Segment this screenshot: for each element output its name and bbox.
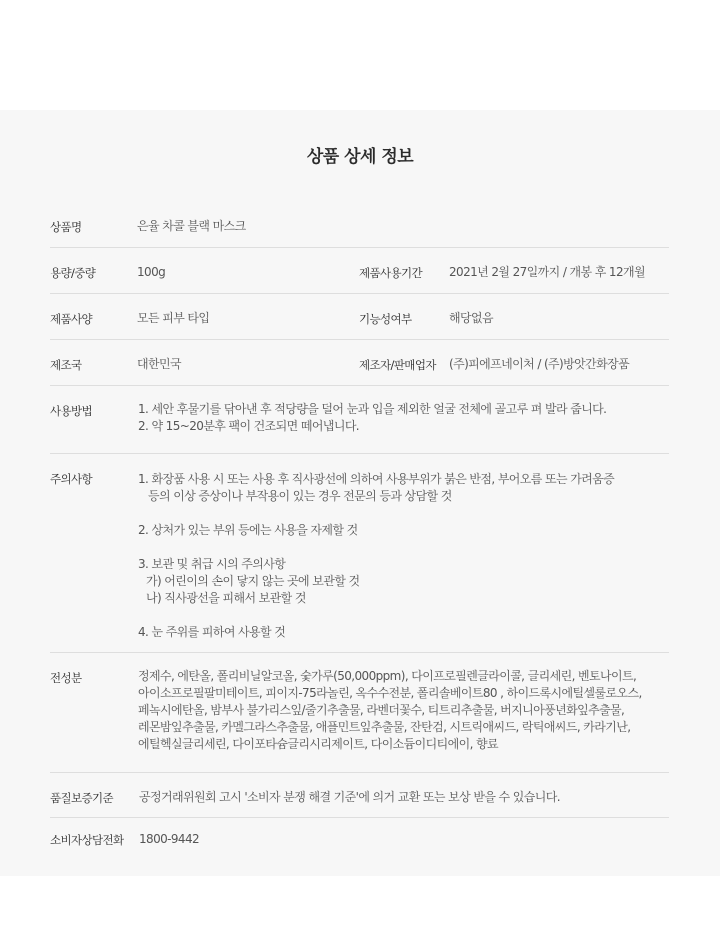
label-origin: 제조국 [50, 358, 82, 372]
usage-line: 2. 약 15~20분후 팩이 건조되면 떼어냅니다. [138, 419, 360, 433]
row-quality [50, 773, 669, 818]
caution-line: 4. 눈 주위를 피하여 사용할 것 [138, 625, 286, 639]
value-quality: 공정거래위원회 고시 '소비자 분쟁 해결 기준'에 의거 교환 또는 보상 받을 수 있습니다. [139, 790, 560, 804]
label-quality: 품질보증기준 [50, 791, 114, 805]
value-functional: 해당없음 [449, 311, 493, 325]
row-usage [50, 386, 669, 454]
value-manufacturer: (주)피에프네이처 / (주)방앗간화장품 [449, 357, 630, 371]
caution-line: 1. 화장품 사용 시 또는 사용 후 직사광선에 의하여 사용부위가 붉은 반점, 부어오름 또는 가려움증 [138, 472, 615, 486]
row-origin [50, 340, 669, 386]
label-phone: 소비자상담전화 [50, 833, 124, 847]
product-info-table [50, 202, 669, 858]
caution-line: 나) 직사광선을 피해서 보관할 것 [146, 591, 306, 605]
caution-line: 3. 보관 및 취급 시의 주의사항 [138, 557, 286, 571]
label-caution: 주의사항 [50, 472, 93, 486]
label-capacity: 용량/중량 [50, 266, 96, 280]
label-manufacturer: 제조자/판매업자 [359, 358, 436, 372]
value-ingredients [138, 668, 642, 753]
value-origin: 대한민국 [137, 357, 181, 371]
label-product-name: 상품명 [50, 220, 82, 234]
value-usage-period: 2021년 2월 27일까지 / 개봉 후 12개월 [449, 265, 645, 279]
ingredients-line: 에틸헥실글리세린, 다이포타슘글리시리제이트, 다이소듐이디티에이, 향료 [138, 737, 499, 751]
row-product-name [50, 202, 669, 248]
ingredients-line: 페녹시에탄올, 밤부사 불가리스잎/줄기추출물, 라벤더꽃수, 티트리추출물, 버지니아풍년화잎추출물, [138, 703, 625, 717]
label-ingredients: 전성분 [50, 671, 82, 685]
row-ingredients [50, 653, 669, 773]
label-functional: 기능성여부 [359, 312, 412, 326]
value-usage [138, 401, 606, 435]
value-phone: 1800-9442 [139, 832, 200, 846]
caution-line: 가) 어린이의 손이 닿지 않는 곳에 보관할 것 [146, 574, 360, 588]
value-spec: 모든 피부 타입 [137, 311, 210, 325]
ingredients-line: 정제수, 에탄올, 폴리비닐알코올, 숯가루(50,000ppm), 다이프로필렌글라이콜, 글리세린, 벤토나이트, [138, 669, 637, 683]
label-spec: 제품사양 [50, 312, 93, 326]
caution-line: 등의 이상 증상이나 부작용이 있는 경우 전문의 등과 상담할 것 [148, 489, 452, 503]
row-spec [50, 294, 669, 340]
usage-line: 1. 세안 후물기를 닦아낸 후 적당량을 덜어 눈과 입을 제외한 얼굴 전체에 골고루 펴 발라 줍니다. [138, 402, 607, 416]
value-caution [138, 471, 614, 641]
value-product-name: 은율 차콜 블랙 마스크 [137, 219, 246, 233]
section-title: 상품 상세 정보 [306, 147, 414, 167]
ingredients-line: 아이소프로필팔미테이트, 피이지-75라놀린, 옥수수전분, 폴리솔베이트80 , 하이드록시에틸셀룰로오스, [138, 686, 642, 700]
value-capacity: 100g [137, 265, 166, 279]
row-caution [50, 454, 669, 653]
ingredients-line: 레몬밤잎추출물, 카멜그라스추출물, 애플민트잎추출물, 잔탄검, 시트릭애씨드, 락틱애씨드, 카라기난, [138, 720, 631, 734]
label-usage-period: 제품사용기간 [359, 266, 423, 280]
row-capacity [50, 248, 669, 294]
row-phone [50, 818, 669, 858]
label-usage: 사용방법 [50, 404, 93, 418]
caution-line: 2. 상처가 있는 부위 등에는 사용을 자제할 것 [138, 523, 358, 537]
